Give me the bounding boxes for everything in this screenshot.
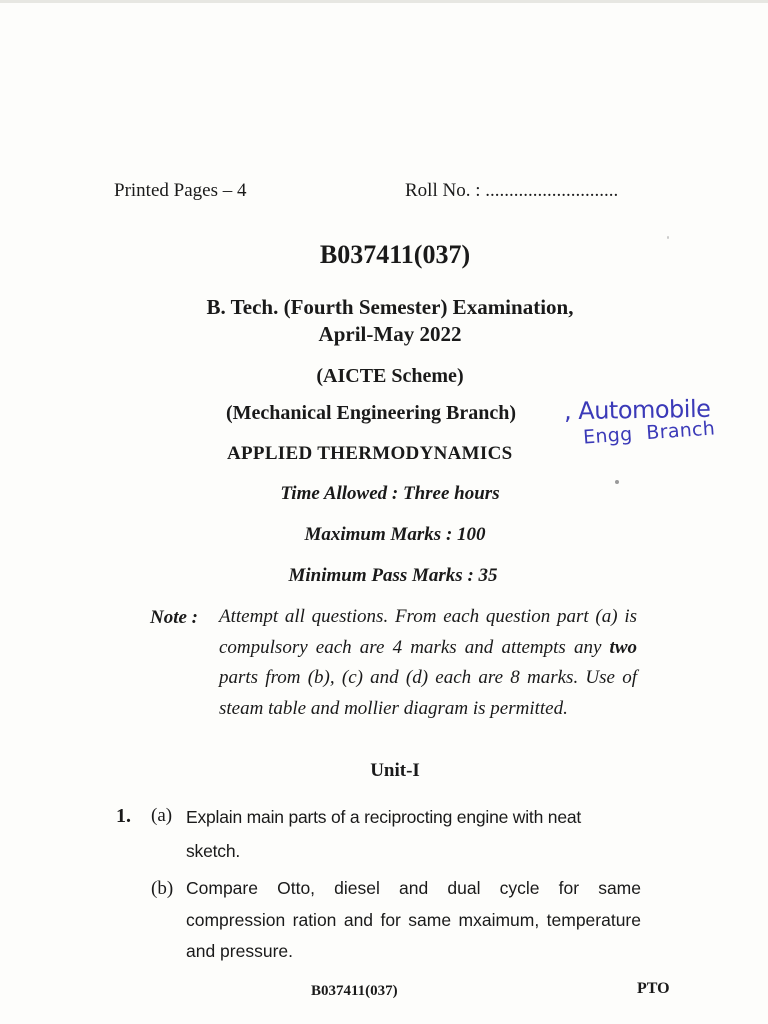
maximum-marks: Maximum Marks : 100 [304,524,486,545]
printed-pages: Printed Pages – 4 [114,180,247,201]
note-text-after: parts from (b), (c) and (d) each are 8 marks. Use of steam table and mollier diagram is permitted. [219,667,637,719]
branch: (Mechanical Engineering Branch) [226,402,516,424]
unit-heading: Unit-I [370,760,420,781]
note-bold-word: two [609,636,637,658]
handwritten-word: Engg [582,423,634,449]
question-part-label: (a) [151,805,173,826]
subject-title: APPLIED THERMODYNAMICS [227,443,513,464]
exam-title-line1: B. Tech. (Fourth Semester) Examination, [206,295,574,319]
time-allowed: Time Allowed : Three hours [280,483,500,504]
note-label: Note : [150,607,199,628]
question-part-text: Compare Otto, diesel and dual cycle for same compression ration and for same mxaimum, temperature and pressure. [186,878,641,961]
scheme: (AICTE Scheme) [316,365,464,387]
minimum-pass-marks: Minimum Pass Marks : 35 [288,565,498,586]
note-text [219,602,637,724]
scan-speck [615,480,619,484]
question-part-label: (b) [151,878,174,899]
note-text-before: Attempt all questions. From each question part (a) is compulsory each are 4 marks and attempts any [219,606,637,658]
handwritten-annotation-line1: , Automobile [563,394,711,426]
footer-paper-code: B037411(037) [311,983,398,999]
roll-number: Roll No. : ............................ [405,180,619,201]
exam-title-line2: April-May 2022 [318,322,462,346]
question-part-text: Explain main parts of a reciprocting engine with neat sketch. [186,807,582,861]
paper-code: B037411(037) [319,240,471,269]
scan-speck [667,236,669,239]
footer-pto: PTO [637,980,670,997]
question-number: 1. [116,805,131,827]
handwritten-word: Branch [645,417,716,445]
top-edge-line [0,0,768,3]
